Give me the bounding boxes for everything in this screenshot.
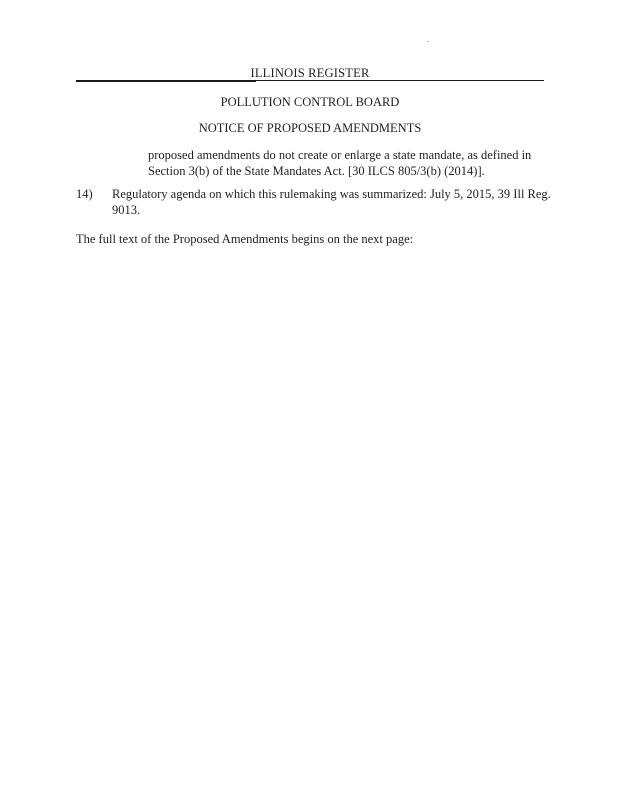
register-title: ILLINOIS REGISTER — [250, 66, 370, 80]
header-rule-thick — [76, 80, 256, 82]
item-number: 14) — [76, 187, 93, 201]
header-rule-thin — [256, 80, 544, 81]
continuation-line: proposed amendments do not create or enlarge a state mandate, as defined in — [148, 148, 532, 162]
agency-name: POLLUTION CONTROL BOARD — [220, 95, 400, 109]
item-text-line: Regulatory agenda on which this rulemaking was summarized: July 5, 2015, 39 Ill Reg. — [112, 187, 551, 201]
notice-title: NOTICE OF PROPOSED AMENDMENTS — [198, 121, 422, 135]
full-text-note: The full text of the Proposed Amendments begins on the next page: — [76, 232, 414, 246]
scan-speck — [427, 41, 429, 42]
continuation-line: Section 3(b) of the State Mandates Act. [30 ILCS 805/3(b) (2014)]. — [148, 164, 485, 178]
item-text-line: 9013. — [112, 203, 141, 217]
